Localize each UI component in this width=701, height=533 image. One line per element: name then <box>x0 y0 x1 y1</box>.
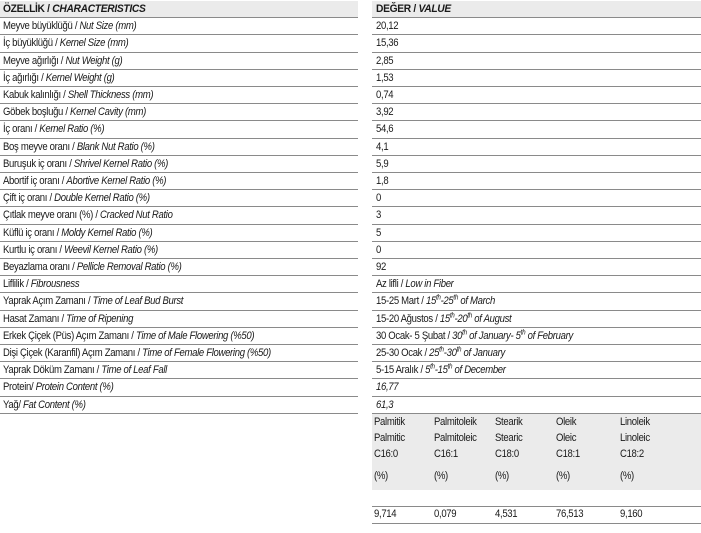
row-value: 15-25 Mart / 15th-25th of March <box>376 294 495 308</box>
table-row <box>0 328 701 345</box>
row-value: 0 <box>376 243 381 256</box>
row-label: Protein/ Protein Content (%) <box>3 381 114 394</box>
fatty-acid-value: 0,079 <box>434 508 457 520</box>
row-value: 1,8 <box>376 175 389 187</box>
row-value: 15,36 <box>376 37 399 50</box>
header-value: DEĞER / VALUE <box>376 3 451 15</box>
row-label: Hasat Zamanı / Time of Ripening <box>3 312 134 325</box>
row-label: Kurtlu iç oranı / Weevil Kernel Ratio (%) <box>3 243 158 256</box>
fatty-acid-unit: (%) <box>620 470 634 482</box>
fatty-acid-code: C16:1 <box>434 448 458 460</box>
row-value: 3 <box>376 209 381 222</box>
fatty-acid-en: Palmitoleic <box>434 432 477 444</box>
table-row <box>0 362 701 379</box>
fatty-acid-code: C18:2 <box>620 448 644 460</box>
row-label: Çıtlak meyve oranı (%) / Cracked Nut Ratio <box>3 209 173 222</box>
row-label: İç ağırlığı / Kernel Weight (g) <box>3 71 115 84</box>
row-label: Beyazlama oranı / Pellicle Removal Ratio (%) <box>3 261 182 273</box>
table-row <box>0 207 701 224</box>
table-row <box>0 156 701 173</box>
row-label: Göbek boşluğu / Kernel Cavity (mm) <box>3 106 146 119</box>
row-value: Az lifli / Low in Fiber <box>376 278 454 291</box>
row-value: 2,85 <box>376 54 394 67</box>
row-label: Yaprak Döküm Zamanı / Time of Leaf Fall <box>3 364 167 377</box>
table-row <box>0 259 701 276</box>
fatty-acid-tr: Palmitoleik <box>434 416 477 428</box>
table-row <box>0 190 701 207</box>
row-value: 5 <box>376 226 381 239</box>
table-row <box>0 225 701 242</box>
header-characteristics: ÖZELLİK / CHARACTERISTICS <box>3 3 146 15</box>
fatty-acid-unit: (%) <box>434 470 448 482</box>
table-row <box>0 311 701 328</box>
fatty-acid-en: Stearic <box>495 432 523 444</box>
fatty-acid-tr: Oleik <box>556 416 577 428</box>
fatty-acid-code: C18:0 <box>495 448 519 460</box>
row-value: 92 <box>376 261 386 273</box>
row-value: 4,1 <box>376 140 389 153</box>
row-value: 5,9 <box>376 157 389 170</box>
row-label: Yaprak Açım Zamanı / Time of Leaf Bud Burst <box>3 295 184 308</box>
row-label: İç oranı / Kernel Ratio (%) <box>3 123 105 136</box>
table-row <box>0 70 701 87</box>
row-label: Buruşuk iç oranı / Shrivel Kernel Ratio (%) <box>3 157 169 170</box>
table-row <box>0 173 701 190</box>
row-value: 3,92 <box>376 106 394 119</box>
row-label: Dişi Çiçek (Karanfil) Açım Zamanı / Time of Female Flowering (%50) <box>3 347 271 359</box>
row-value: 61,3 <box>376 398 394 411</box>
table-row <box>0 139 701 156</box>
fatty-acid-code: C18:1 <box>556 448 580 460</box>
table-row <box>0 87 701 104</box>
fatty-acid-tr: Linoleik <box>620 416 650 428</box>
table-row <box>0 345 701 362</box>
row-value: 54,6 <box>376 123 394 136</box>
row-value: 0,74 <box>376 89 394 101</box>
row-label: İç büyüklüğü / Kernel Size (mm) <box>3 37 129 50</box>
row-value: 16,77 <box>376 381 399 394</box>
table-row <box>0 397 701 414</box>
fatty-acid-unit: (%) <box>495 470 509 482</box>
row-label: Boş meyve oranı / Blank Nut Ratio (%) <box>3 140 155 153</box>
fatty-acid-unit: (%) <box>374 470 388 482</box>
row-value: 30 Ocak- 5 Şubat / 30th of January- 5th of February <box>376 329 573 342</box>
row-value: 25-30 Ocak / 25th-30th of January <box>376 346 505 359</box>
fatty-acid-code: C16:0 <box>374 448 398 460</box>
row-label: Çift iç oranı / Double Kernel Ratio (%) <box>3 192 150 205</box>
row-label: Meyve büyüklüğü / Nut Size (mm) <box>3 20 137 33</box>
fatty-acid-value: 9,714 <box>374 508 397 520</box>
row-value: 20,12 <box>376 20 399 33</box>
table-header <box>0 1 701 18</box>
table-row <box>0 53 701 70</box>
fatty-acid-en: Palmitic <box>374 432 405 444</box>
row-value: 1,53 <box>376 71 394 84</box>
row-value: 15-20 Ağustos / 15th-20th of August <box>376 312 512 325</box>
row-label: Küflü iç oranı / Moldy Kernel Ratio (%) <box>3 226 153 239</box>
fatty-acid-tr: Palmitik <box>374 416 405 428</box>
row-label: Abortif iç oranı / Abortive Kernel Ratio (%) <box>3 175 167 187</box>
fatty-acid-value: 4,531 <box>495 508 518 520</box>
table-row <box>0 121 701 138</box>
fatty-acid-en: Oleic <box>556 432 577 444</box>
table-row <box>0 293 701 310</box>
table-row <box>0 104 701 121</box>
fatty-acid-tr: Stearik <box>495 416 523 428</box>
table-row <box>0 242 701 259</box>
fatty-acid-unit: (%) <box>556 470 570 482</box>
table-row <box>0 18 701 35</box>
row-value: 0 <box>376 192 381 205</box>
row-value: 5-15 Aralık / 5th-15th of December <box>376 363 506 377</box>
table-row <box>0 276 701 293</box>
row-label: Erkek Çiçek (Püs) Açım Zamanı / Time of Male Flowering (%50) <box>3 329 255 342</box>
row-label: Meyve ağırlığı / Nut Weight (g) <box>3 54 123 67</box>
fatty-acid-value: 76,513 <box>556 508 584 520</box>
fatty-acid-en: Linoleic <box>620 432 650 444</box>
row-label: Yağ/ Fat Content (%) <box>3 398 86 411</box>
row-label: Kabuk kalınlığı / Shell Thickness (mm) <box>3 89 154 101</box>
table-row <box>0 35 701 52</box>
table-row <box>0 379 701 396</box>
fatty-acid-value: 9,160 <box>620 508 643 520</box>
row-label: Liflilik / Fibrousness <box>3 278 80 291</box>
